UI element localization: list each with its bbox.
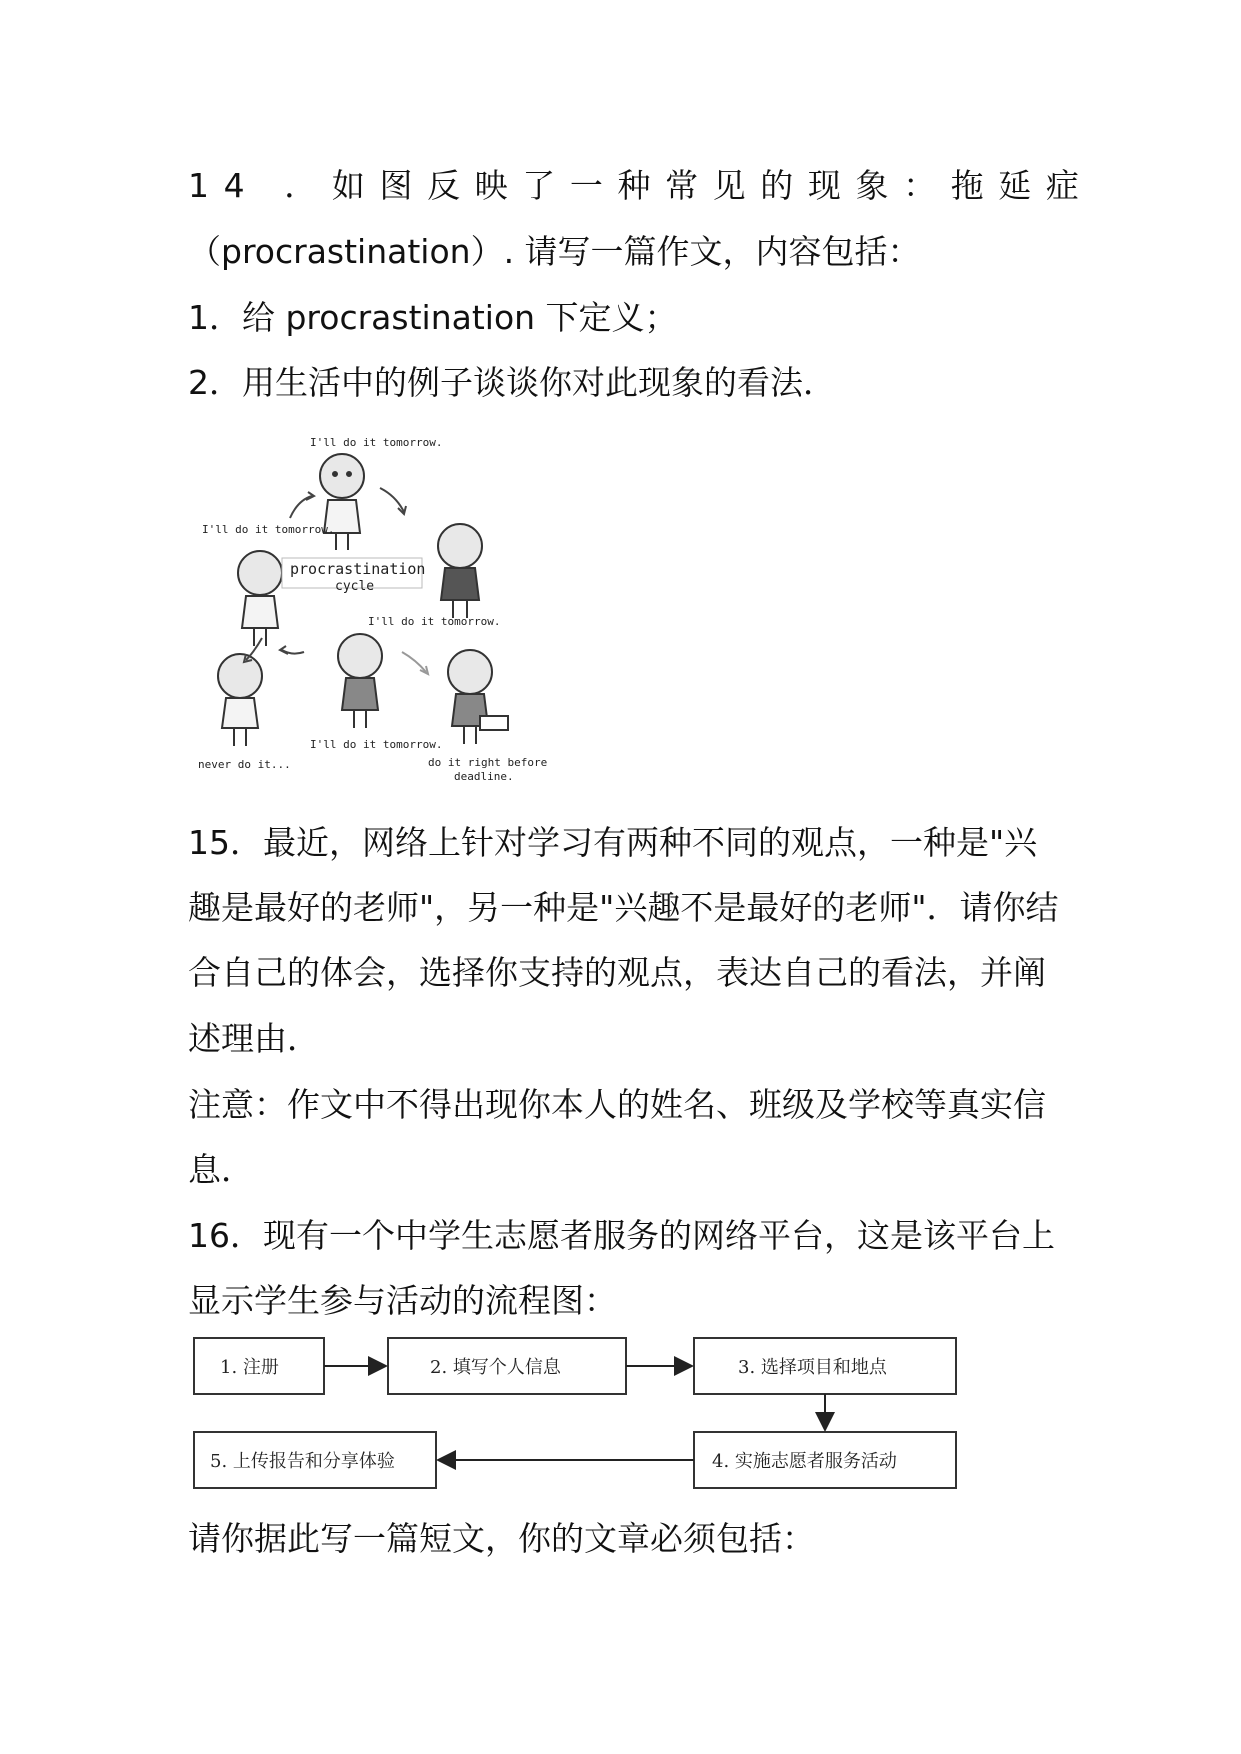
- question-16-line-1: 16．现有一个中学生志愿者服务的网络平台，这是该平台上: [188, 1216, 1055, 1255]
- flow-step-4-label: 4. 实施志愿者服务活动: [712, 1451, 897, 1472]
- question-16-line-3: 请你据此写一篇短文，你的文章必须包括：: [188, 1519, 815, 1558]
- flow-step-5: [194, 1432, 436, 1488]
- question-14-item-1: 1．给 procrastination 下定义；: [188, 298, 678, 337]
- figure-bottom-right: [448, 650, 508, 744]
- caption-top: I'll do it tomorrow.: [310, 436, 443, 449]
- question-14-line-2: （procrastination）. 请写一篇作文，内容包括：: [188, 232, 921, 271]
- caption-left: I'll do it tomorrow.: [202, 523, 335, 536]
- center-title-line-2: cycle: [335, 579, 375, 594]
- volunteer-process-flowchart: [190, 1322, 960, 1490]
- question-15-line-1: 15．最近，网络上针对学习有两种不同的观点，一种是"兴: [188, 823, 1038, 862]
- flow-step-1-label: 1. 注册: [220, 1357, 279, 1378]
- caption-never: never do it...: [198, 758, 291, 771]
- question-15-note-line-1: 注意：作文中不得出现你本人的姓名、班级及学校等真实信: [188, 1085, 1046, 1124]
- caption-deadline-2: deadline.: [454, 770, 514, 783]
- flow-step-1: [194, 1338, 324, 1394]
- question-15-note-line-2: 息．: [188, 1150, 254, 1189]
- flow-step-2-label: 2. 填写个人信息: [430, 1357, 561, 1378]
- flow-step-3: [694, 1338, 956, 1394]
- question-16-line-2: 显示学生参与活动的流程图：: [188, 1281, 617, 1320]
- flow-step-5-label: 5. 上传报告和分享体验: [210, 1451, 395, 1472]
- figure-bottom-center: [338, 634, 382, 728]
- figure-right: [438, 524, 482, 618]
- flow-step-2: [388, 1338, 626, 1394]
- question-15-line-4: 述理由．: [188, 1019, 320, 1058]
- question-14-line-1: 14 ．如图反映了一种常见的现象：拖延症: [188, 166, 1094, 205]
- figure-left: [238, 551, 282, 646]
- flow-step-3-label: 3. 选择项目和地点: [738, 1357, 887, 1378]
- center-title-line-1: procrastination: [290, 560, 426, 578]
- question-14-item-2: 2．用生活中的例子谈谈你对此现象的看法．: [188, 363, 836, 402]
- flow-step-4: [694, 1432, 956, 1488]
- question-15-line-3: 合自己的体会，选择你支持的观点，表达自己的看法，并阐: [188, 953, 1046, 992]
- question-15-line-2: 趣是最好的老师"，另一种是"兴趣不是最好的老师"．请你结: [188, 888, 1059, 927]
- caption-bottom: I'll do it tomorrow.: [310, 738, 443, 751]
- procrastination-cycle-illustration: [190, 428, 548, 788]
- caption-right: I'll do it tomorrow.: [368, 615, 501, 628]
- caption-deadline-1: do it right before: [428, 756, 548, 769]
- figure-bottom-left: [218, 654, 262, 746]
